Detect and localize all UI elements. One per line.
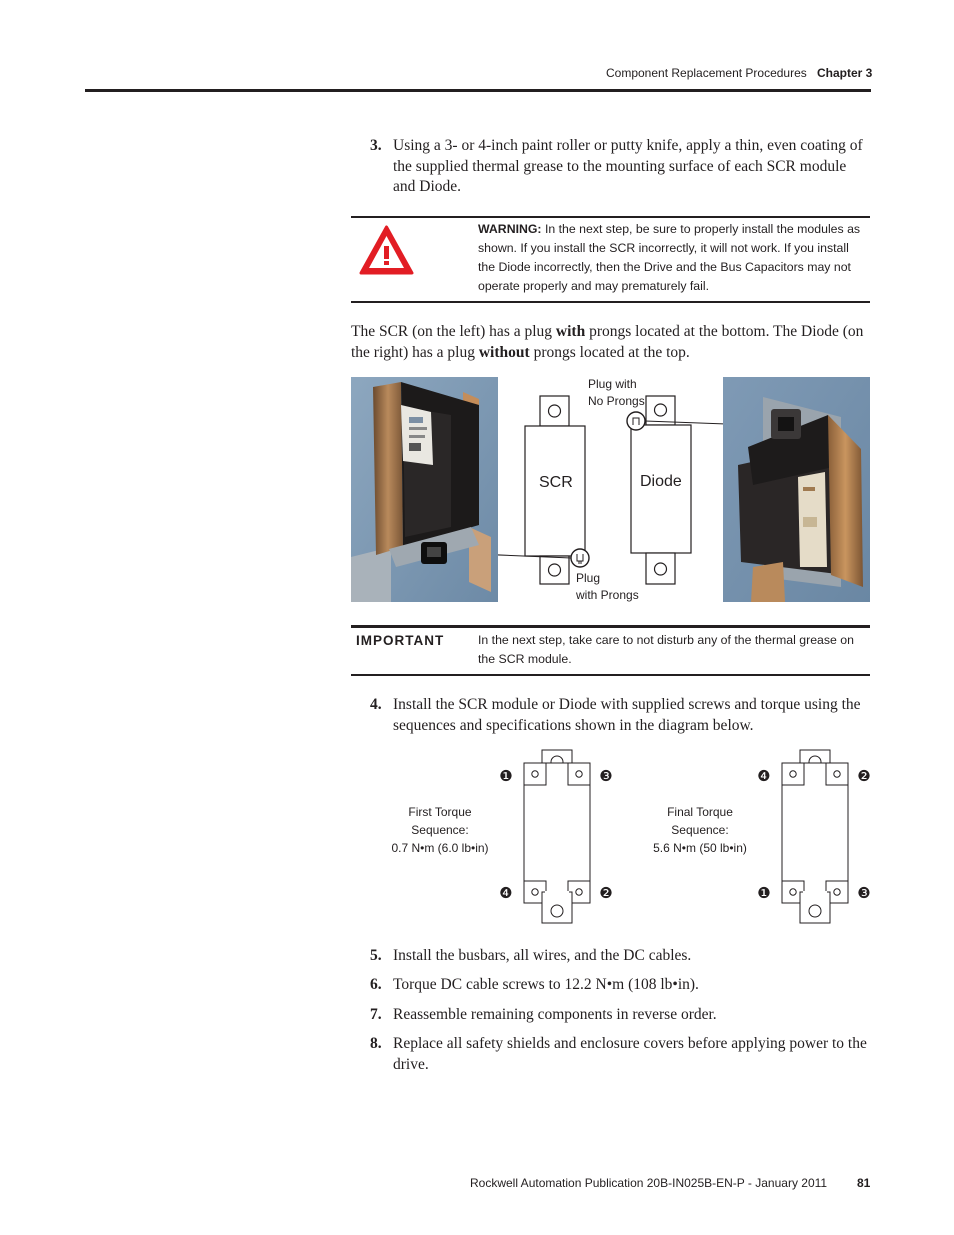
header-rule (85, 89, 871, 92)
important-top-rule (351, 625, 870, 628)
step-text: Reassemble remaining components in reverse order. (393, 1006, 717, 1023)
step-text: Replace all safety shields and enclosure covers before applying power to the drive. (393, 1035, 867, 1073)
step-text: Torque DC cable screws to 12.2 N•m (108 lb•in). (393, 976, 699, 993)
desc-text-3: prongs located at the top. (529, 343, 690, 361)
warning-triangle-icon (359, 225, 414, 276)
prongs-label-line2: with Prongs (576, 588, 639, 602)
diode-bottom-screw-hole (655, 563, 667, 575)
step-6 (370, 975, 870, 996)
warning-text-block (478, 220, 863, 296)
scr-bottom-screw-hole (549, 564, 561, 576)
first-torque-value: 0.7 N•m (6.0 lb•in) (391, 841, 489, 855)
final-torque-sequence-label (635, 803, 765, 857)
step-number: 5. (370, 947, 382, 964)
scr-label: SCR (539, 474, 573, 491)
warning-bottom-rule (351, 301, 870, 303)
step-number: 6. (370, 976, 382, 993)
final-seq-num-tl: ❹ (757, 767, 771, 785)
desc-bold-with: with (555, 323, 586, 340)
warning-label: WARNING: (478, 222, 542, 236)
scr-top-screw-hole (549, 405, 561, 417)
footer-publication: Rockwell Automation Publication 20B-IN025B-EN-P - January 2011 (470, 1176, 828, 1190)
step-text: Install the SCR module or Diode with supplied screws and torque using the sequences and specifications shown in the diagram below. (393, 696, 861, 734)
final-seq-num-br: ❸ (857, 884, 871, 902)
diode-label: Diode (640, 473, 682, 490)
important-text: In the next step, take care to not disturb any of the thermal grease on the SCR module. (478, 633, 854, 666)
step-5 (370, 946, 870, 967)
step-8 (370, 1034, 870, 1075)
page-number: 81 (857, 1176, 871, 1190)
step-4 (370, 695, 870, 736)
diode-top-screw-hole (655, 404, 667, 416)
scr-module-photo (351, 377, 498, 602)
important-bottom-rule (351, 674, 870, 676)
desc-bold-without: without (478, 343, 530, 361)
first-seq-num-br: ❷ (599, 884, 613, 902)
first-seq-num-tl: ❶ (499, 767, 513, 785)
desc-text-2: prongs located at the bottom. The Diode (on the right) has a plug (351, 323, 864, 361)
final-seq-num-tr: ❷ (857, 767, 871, 785)
no-prongs-label-line1: Plug with (588, 377, 637, 391)
plug-with-prongs-marker (571, 549, 589, 567)
step-number: 7. (370, 1006, 382, 1023)
first-seq-num-tr: ❸ (599, 767, 613, 785)
prongs-label-line1: Plug (576, 571, 601, 585)
first-torque-line2: Sequence: (411, 823, 469, 837)
running-header-section: Component Replacement Procedures (606, 66, 807, 80)
step-number: 8. (370, 1035, 382, 1052)
plug-no-prongs-marker (627, 412, 645, 430)
running-header-chapter: Chapter 3 (817, 66, 873, 80)
scr-diode-description (351, 322, 871, 363)
diode-module-photo (723, 377, 870, 602)
step-text: Using a 3- or 4-inch paint roller or putty knife, apply a thin, even coating of the supplied thermal grease to the mounting surface of each SCR module and Diode. (393, 137, 863, 195)
final-torque-module (782, 750, 848, 923)
first-seq-num-bl: ❹ (499, 884, 513, 902)
scr-body (525, 426, 585, 556)
final-torque-line2: Sequence: (671, 823, 729, 837)
step-3 (370, 136, 870, 198)
important-label: IMPORTANT (356, 633, 445, 648)
step-7 (370, 1005, 870, 1026)
step-text: Install the busbars, all wires, and the DC cables. (393, 947, 692, 964)
desc-text-1: The SCR (on the left) has a plug (351, 323, 556, 340)
final-seq-num-bl: ❶ (757, 884, 771, 902)
scr-diode-connection-diagram (498, 377, 723, 617)
first-torque-sequence-label (375, 803, 505, 857)
no-prongs-label-line2: No Prongs (588, 394, 645, 408)
first-torque-module (524, 750, 590, 923)
step-number: 4. (370, 696, 382, 713)
final-torque-line1: Final Torque (667, 805, 733, 819)
warning-top-rule (351, 216, 870, 218)
step-number: 3. (370, 137, 382, 154)
final-torque-value: 5.6 N•m (50 lb•in) (653, 841, 747, 855)
warning-message: In the next step, be sure to properly install the modules as shown. If you install the SCR incorrectly, it will not work. If you install the Diode incorrectly, then the Drive and the Bus Capacitors may not operate properly and may prematurely fail. (478, 222, 861, 293)
first-torque-line1: First Torque (408, 805, 472, 819)
